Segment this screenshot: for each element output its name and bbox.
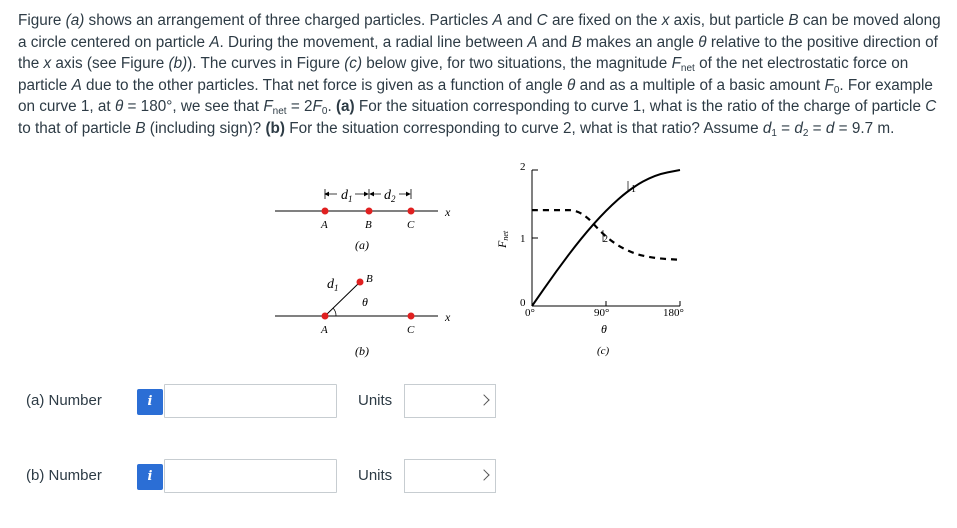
fig-b-d1-label: $d_1$ bbox=[327, 277, 339, 293]
fig-c-ylabel: Fnet bbox=[495, 230, 510, 248]
fig-b-particle-b bbox=[357, 279, 364, 286]
chevron-down-icon bbox=[478, 394, 489, 405]
answer-a-number-input[interactable] bbox=[164, 384, 337, 418]
problem-statement: Figure (a) shows an arrangement of three charged particles. Particles A and C are fixed on the x axis, but particle B can be moved along a circle centered on particle A. During the movement, a radial line between A and B makes an angle θ relative to the positive direction of the x axis (see Figure (b)). The curves in Figure (c) below give, for two situations, the magnitude $F_{net}$ of the net electrostatic force on particle A due to the other particles. That net force is given as a function of angle θ and as a multiple of a basic amount $F_0$. For example on curve 1, at θ = 180°, we see that $F_{net} = 2F_0$. (a) For the situation corresponding to curve 1, what is the ratio of the charge of particle C to that of particle B (including sign)? (b) For the situation corresponding to curve 2, what is that ratio? Assume $d_1 = d_2 = d = 9.7$ m. bbox=[18, 12, 941, 139]
answer-b-units-select[interactable] bbox=[404, 459, 496, 493]
fig-a-label-c: C bbox=[407, 219, 415, 231]
chevron-down-icon bbox=[478, 469, 489, 480]
fig-c-curve2-label: 2 bbox=[603, 234, 608, 245]
fig-b-label-a: A bbox=[321, 324, 328, 336]
figure-a bbox=[275, 185, 451, 252]
answer-a-units-label: Units bbox=[358, 392, 393, 409]
fig-c-curve1-label: 1 bbox=[631, 184, 636, 195]
fig-b-label-c: C bbox=[407, 324, 415, 336]
fig-a-x-label: x bbox=[445, 205, 451, 219]
fig-b-theta-label: θ bbox=[362, 295, 368, 309]
fig-a-particle-b bbox=[366, 208, 373, 215]
fig-c-ytick-2: 2 bbox=[520, 161, 526, 173]
fig-a-label-b: B bbox=[365, 219, 372, 231]
fig-c-ytick-0: 0 bbox=[520, 297, 526, 309]
fig-a-particle-a bbox=[322, 208, 329, 215]
fig-a-particle-c bbox=[408, 208, 415, 215]
answer-b-units-label: Units bbox=[358, 467, 393, 484]
figure-b bbox=[275, 273, 451, 358]
fig-c-xtick-180: 180° bbox=[663, 307, 684, 319]
fig-b-particle-a bbox=[322, 313, 329, 320]
fig-b-caption: (b) bbox=[355, 344, 369, 358]
fig-b-label-b: B bbox=[366, 273, 373, 285]
answer-b-number-input[interactable] bbox=[164, 459, 337, 493]
fig-c-xtick-0: 0° bbox=[525, 307, 535, 319]
fig-a-caption: (a) bbox=[355, 238, 369, 252]
info-icon-b[interactable]: i bbox=[137, 464, 163, 490]
fig-a-d2-label: $d_2$ bbox=[384, 188, 396, 204]
fig-a-d1-label: $d_1$ bbox=[341, 188, 353, 204]
fig-c-caption: (c) bbox=[597, 345, 610, 357]
answer-a-units-select[interactable] bbox=[404, 384, 496, 418]
answer-row-b bbox=[0, 458, 957, 494]
figure-c bbox=[495, 161, 684, 357]
fig-c-ytick-1: 1 bbox=[520, 233, 526, 245]
fig-c-xtick-90: 90° bbox=[594, 307, 610, 319]
answer-row-a bbox=[0, 383, 957, 419]
answer-b-label: (b) Number bbox=[26, 467, 102, 484]
info-icon-a[interactable]: i bbox=[137, 389, 163, 415]
problem-figure bbox=[270, 158, 700, 368]
fig-c-xlabel: θ bbox=[601, 322, 607, 336]
fig-b-particle-c bbox=[408, 313, 415, 320]
fig-a-label-a: A bbox=[321, 219, 328, 231]
fig-b-x-label: x bbox=[445, 310, 451, 324]
answer-a-label: (a) Number bbox=[26, 392, 102, 409]
